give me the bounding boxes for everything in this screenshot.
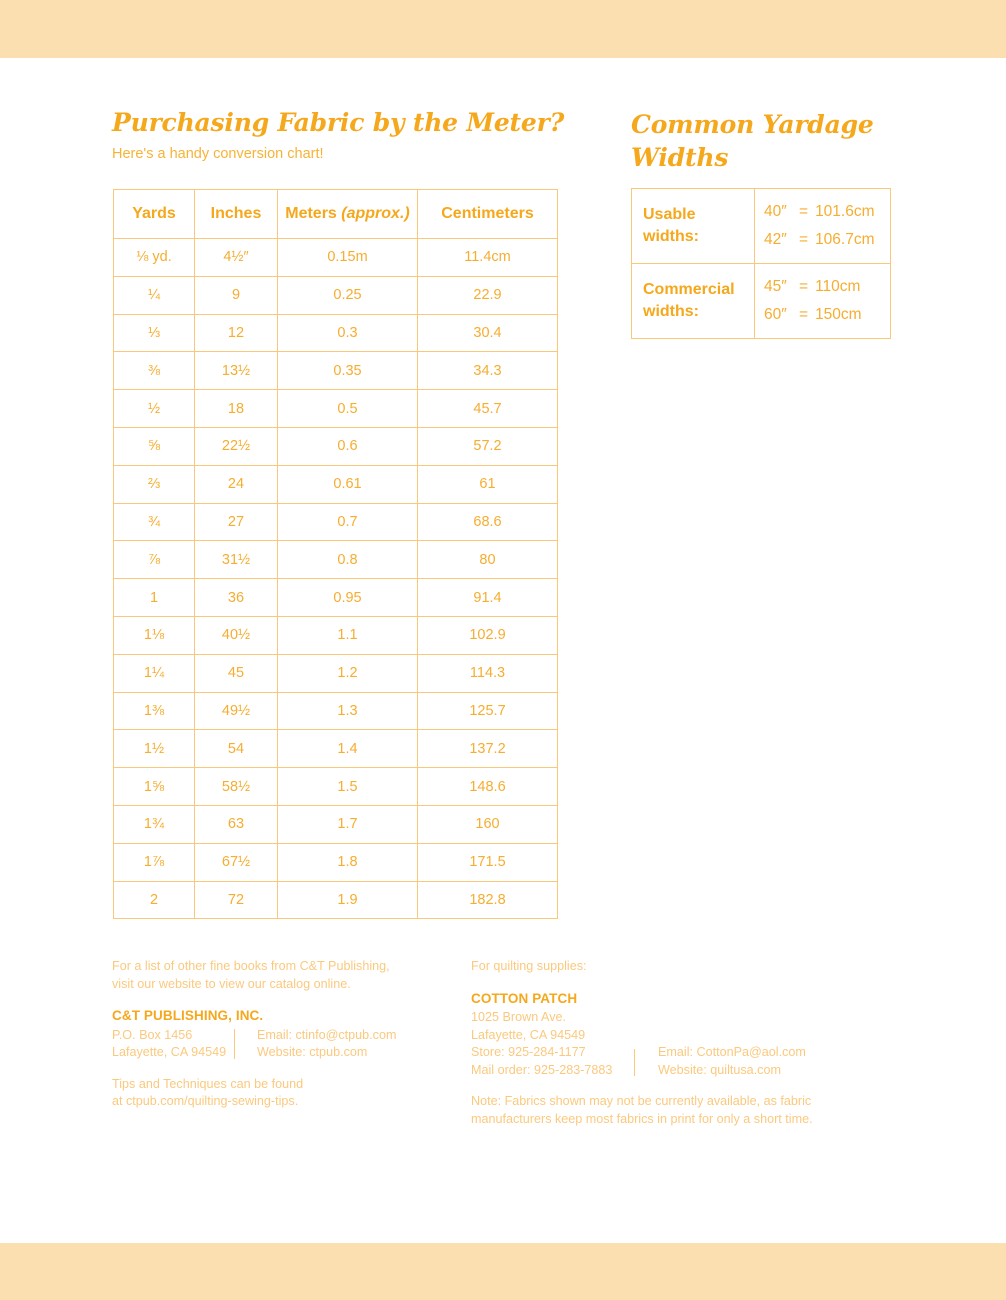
width-table-row (632, 189, 891, 264)
cell-yards: 1⅝ (114, 768, 195, 806)
width-conversion-line (764, 198, 890, 226)
width-inches: 60″ (764, 306, 787, 323)
top-decorative-band (0, 0, 1006, 58)
availability-note-line2: manufacturers keep most fabrics in print for only a short time. (471, 1111, 813, 1126)
cell-centimeters: 61 (418, 465, 558, 503)
footer-intro-line1: For a list of other fine books from C&T Publishing, (112, 959, 390, 973)
column-header-meters-main: Meters (285, 205, 342, 222)
cell-centimeters: 11.4cm (418, 239, 558, 277)
cell-centimeters: 171.5 (418, 843, 558, 881)
tips-line1: Tips and Techniques can be found (112, 1076, 304, 1091)
cell-centimeters: 137.2 (418, 730, 558, 768)
page-title-yardage-widths: Common Yardage Widths (631, 110, 874, 172)
supplier-address-line1: 1025 Brown Ave. (471, 1010, 566, 1024)
cell-centimeters: 22.9 (418, 276, 558, 314)
footer-spacer-4 (471, 1079, 901, 1093)
footer-spacer-3 (471, 976, 901, 990)
fabric-conversion-table (113, 189, 558, 919)
cell-yards: 1½ (114, 730, 195, 768)
width-metric: 106.7cm (815, 231, 875, 248)
cell-centimeters: 125.7 (418, 692, 558, 730)
table-row (114, 390, 558, 428)
supplier-mailorder-phone: Mail order: 925-283-7883 (471, 1062, 613, 1077)
cell-yards: 1¾ (114, 805, 195, 843)
width-conversion-line (764, 273, 890, 301)
footer-column-supplies (471, 958, 901, 1128)
table-row (114, 692, 558, 730)
supplier-name: COTTON PATCH (471, 990, 578, 1006)
cell-inches: 27 (195, 503, 278, 541)
publisher-contact-block (112, 1027, 442, 1062)
width-table-row (632, 264, 891, 339)
cell-meters: 1.4 (278, 730, 418, 768)
width-conversion-line (764, 301, 890, 329)
cell-meters: 1.5 (278, 768, 418, 806)
cell-meters: 1.8 (278, 843, 418, 881)
table-row (114, 730, 558, 768)
width-metric: 101.6cm (815, 203, 875, 220)
cell-inches: 31½ (195, 541, 278, 579)
supplier-address-line2: Lafayette, CA 94549 (471, 1027, 586, 1042)
cell-centimeters: 114.3 (418, 654, 558, 692)
width-category-label (632, 264, 755, 339)
column-header-meters-approx: (approx.) (341, 205, 410, 222)
cell-yards: ⅔ (114, 465, 195, 503)
cell-inches: 4½″ (195, 239, 278, 277)
cell-meters: 1.3 (278, 692, 418, 730)
publisher-name: C&T PUBLISHING, INC. (112, 1008, 264, 1023)
footer-spacer-2 (112, 1062, 442, 1076)
cell-centimeters: 182.8 (418, 881, 558, 919)
table-row (114, 427, 558, 465)
supplier-contact-block (471, 1009, 901, 1079)
table-row (114, 843, 558, 881)
cell-inches: 58½ (195, 768, 278, 806)
table-row (114, 276, 558, 314)
width-conversion-line (764, 226, 890, 254)
cell-inches: 18 (195, 390, 278, 428)
bottom-decorative-band (0, 1243, 1006, 1300)
width-category-line2: widths: (643, 303, 699, 320)
cell-centimeters: 148.6 (418, 768, 558, 806)
cell-meters: 1.9 (278, 881, 418, 919)
publisher-website[interactable]: Website: ctpub.com (257, 1045, 368, 1059)
column-header-inches: Inches (195, 190, 278, 239)
common-yardage-widths-table (631, 188, 891, 339)
table-row (114, 465, 558, 503)
table-row (114, 579, 558, 617)
cell-centimeters: 45.7 (418, 390, 558, 428)
cell-yards: ⅞ (114, 541, 195, 579)
cell-centimeters: 30.4 (418, 314, 558, 352)
cell-inches: 24 (195, 465, 278, 503)
page-content (0, 58, 1006, 1243)
cell-meters: 1.1 (278, 616, 418, 654)
width-category-line2: widths: (643, 228, 699, 245)
table-row (114, 881, 558, 919)
footer-spacer (112, 993, 442, 1007)
cell-yards: ½ (114, 390, 195, 428)
table-row (114, 768, 558, 806)
cell-centimeters: 160 (418, 805, 558, 843)
cell-meters: 0.7 (278, 503, 418, 541)
width-category-line1: Usable (643, 206, 696, 223)
table-row (114, 314, 558, 352)
width-inches: 40″ (764, 203, 787, 220)
width-inches: 42″ (764, 231, 787, 248)
cell-meters: 0.25 (278, 276, 418, 314)
width-values (755, 264, 891, 339)
cell-inches: 9 (195, 276, 278, 314)
cell-meters: 0.8 (278, 541, 418, 579)
supplier-address (471, 1009, 634, 1079)
cell-yards: 1⅞ (114, 843, 195, 881)
supplier-contact (635, 1009, 806, 1079)
width-category-line1: Commercial (643, 281, 735, 298)
footer-column-publisher (112, 958, 442, 1111)
cell-yards: 2 (114, 881, 195, 919)
cell-meters: 0.61 (278, 465, 418, 503)
cell-inches: 40½ (195, 616, 278, 654)
supplier-website[interactable]: Website: quiltusa.com (658, 1062, 781, 1077)
tips-line2[interactable]: at ctpub.com/quilting-sewing-tips. (112, 1094, 299, 1108)
cell-yards: ⅝ (114, 427, 195, 465)
cell-inches: 54 (195, 730, 278, 768)
width-values (755, 189, 891, 264)
cell-yards: ⅛ yd. (114, 239, 195, 277)
cell-meters: 0.15m (278, 239, 418, 277)
publisher-address-line1: P.O. Box 1456 (112, 1027, 193, 1042)
table-row (114, 541, 558, 579)
column-header-meters (278, 190, 418, 239)
cell-centimeters: 102.9 (418, 616, 558, 654)
cell-centimeters: 57.2 (418, 427, 558, 465)
publisher-contact (235, 1027, 396, 1062)
cell-meters: 0.5 (278, 390, 418, 428)
cell-centimeters: 91.4 (418, 579, 558, 617)
cell-centimeters: 68.6 (418, 503, 558, 541)
table-row (114, 239, 558, 277)
cell-meters: 0.3 (278, 314, 418, 352)
cell-yards: ⅓ (114, 314, 195, 352)
cell-centimeters: 80 (418, 541, 558, 579)
table-body (114, 239, 558, 919)
column-header-yards: Yards (114, 190, 195, 239)
table-row (114, 805, 558, 843)
table-header-row (114, 190, 558, 239)
equals-sign: = (799, 278, 809, 295)
supplies-intro: For quilting supplies: (471, 959, 587, 973)
table-row (114, 654, 558, 692)
cell-yards: 1 (114, 579, 195, 617)
cell-yards: ⅜ (114, 352, 195, 390)
cell-meters: 0.35 (278, 352, 418, 390)
cell-inches: 49½ (195, 692, 278, 730)
publisher-email[interactable]: Email: ctinfo@ctpub.com (257, 1027, 397, 1042)
cell-inches: 72 (195, 881, 278, 919)
table-row (114, 616, 558, 654)
equals-sign: = (799, 203, 809, 220)
publisher-address (112, 1027, 234, 1062)
cell-meters: 1.2 (278, 654, 418, 692)
cell-yards: 1⅛ (114, 616, 195, 654)
table-row (114, 352, 558, 390)
cell-inches: 36 (195, 579, 278, 617)
supplier-store-phone: Store: 925-284-1177 (471, 1045, 586, 1059)
cell-meters: 1.7 (278, 805, 418, 843)
publisher-address-line2: Lafayette, CA 94549 (112, 1045, 227, 1059)
width-metric: 110cm (815, 278, 861, 295)
width-inches: 45″ (764, 278, 787, 295)
cell-yards: ¾ (114, 503, 195, 541)
table-row (114, 503, 558, 541)
equals-sign: = (799, 231, 809, 248)
equals-sign: = (799, 306, 809, 323)
cell-inches: 63 (195, 805, 278, 843)
availability-note-line1: Note: Fabrics shown may not be currently available, as fabric (471, 1094, 812, 1108)
width-metric: 150cm (815, 306, 862, 323)
cell-centimeters: 34.3 (418, 352, 558, 390)
cell-yards: 1¼ (114, 654, 195, 692)
cell-meters: 0.6 (278, 427, 418, 465)
width-category-label (632, 189, 755, 264)
cell-yards: 1⅜ (114, 692, 195, 730)
cell-inches: 13½ (195, 352, 278, 390)
footer-intro-line2: visit our website to view our catalog online. (112, 976, 351, 991)
cell-inches: 45 (195, 654, 278, 692)
cell-inches: 12 (195, 314, 278, 352)
cell-inches: 22½ (195, 427, 278, 465)
cell-yards: ¼ (114, 276, 195, 314)
page-subtitle-conversion: Here's a handy conversion chart! (112, 146, 324, 162)
width-table-body (632, 189, 891, 339)
page-title-conversion: Purchasing Fabric by the Meter? (112, 108, 565, 137)
column-header-centimeters: Centimeters (418, 190, 558, 239)
cell-inches: 67½ (195, 843, 278, 881)
supplier-email[interactable]: Email: CottonPa@aol.com (658, 1045, 806, 1059)
cell-meters: 0.95 (278, 579, 418, 617)
